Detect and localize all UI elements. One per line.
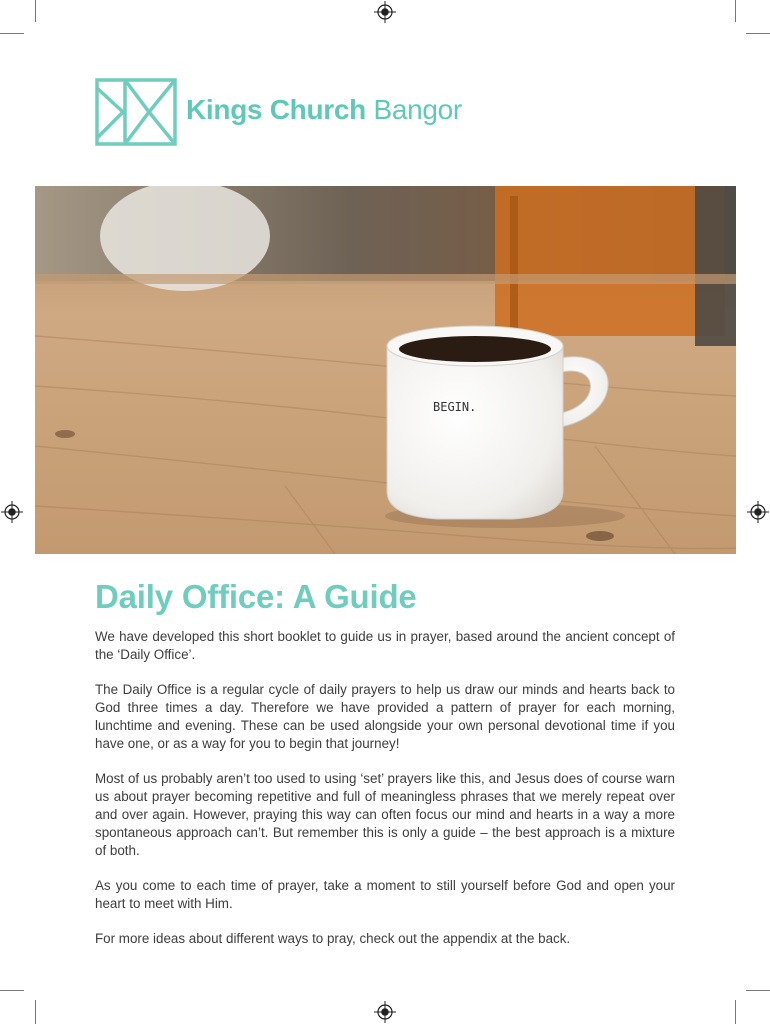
paragraph: The Daily Office is a regular cycle of daily prayers to help us draw our minds and hearts back to God three times a day. Therefore we have provided a pattern of prayer for each morning, lunchtime and evening. These can be used alongside your own personal devotional time if you have one, or as a way for you to begin that journey! (95, 682, 675, 751)
crop-mark-bottom-left-h (0, 990, 24, 991)
mug-text: BEGIN. (433, 400, 477, 414)
paragraph: Most of us probably aren’t too used to using ‘set’ prayers like this, and Jesus does of course warn us about prayer becoming repetitive and full of meaningless phrases that we merely repeat over and over again. However, praying this way can often focus our mind and hearts in a way a more spontaneous approach can’t. But remember this is only a guide – the best approach is a mixture of both. (95, 771, 675, 858)
crop-mark-top-left-h (0, 33, 24, 34)
crop-mark-top-left-v (35, 0, 36, 22)
coffee-mug-illustration (35, 186, 736, 554)
crop-mark-bottom-right-v (735, 1000, 736, 1024)
crop-mark-top-right-h (746, 33, 770, 34)
registration-mark-icon (374, 1001, 396, 1023)
paragraph: As you come to each time of prayer, take a moment to still yourself before God and open your heart to meet with Him. (95, 878, 675, 911)
brand-name (186, 94, 462, 126)
registration-mark-icon (374, 1, 396, 23)
registration-mark-icon (747, 501, 769, 523)
crop-mark-bottom-right-h (746, 990, 770, 991)
paragraph: For more ideas about different ways to pray, check out the appendix at the back. (95, 931, 571, 946)
paragraph: We have developed this short booklet to guide us in prayer, based around the ancient concept of the ‘Daily Office’. (95, 629, 675, 662)
brand-name-light: Bangor (365, 94, 462, 125)
hero-photo (35, 186, 736, 554)
body-text (95, 628, 675, 965)
brand-name-bold: Kings Church (186, 94, 366, 125)
page-title: Daily Office: A Guide (95, 578, 417, 615)
registration-mark-icon (1, 501, 23, 523)
kings-church-logo-icon (95, 78, 177, 146)
crop-mark-bottom-left-v (35, 1000, 36, 1024)
crop-mark-top-right-v (735, 0, 736, 22)
